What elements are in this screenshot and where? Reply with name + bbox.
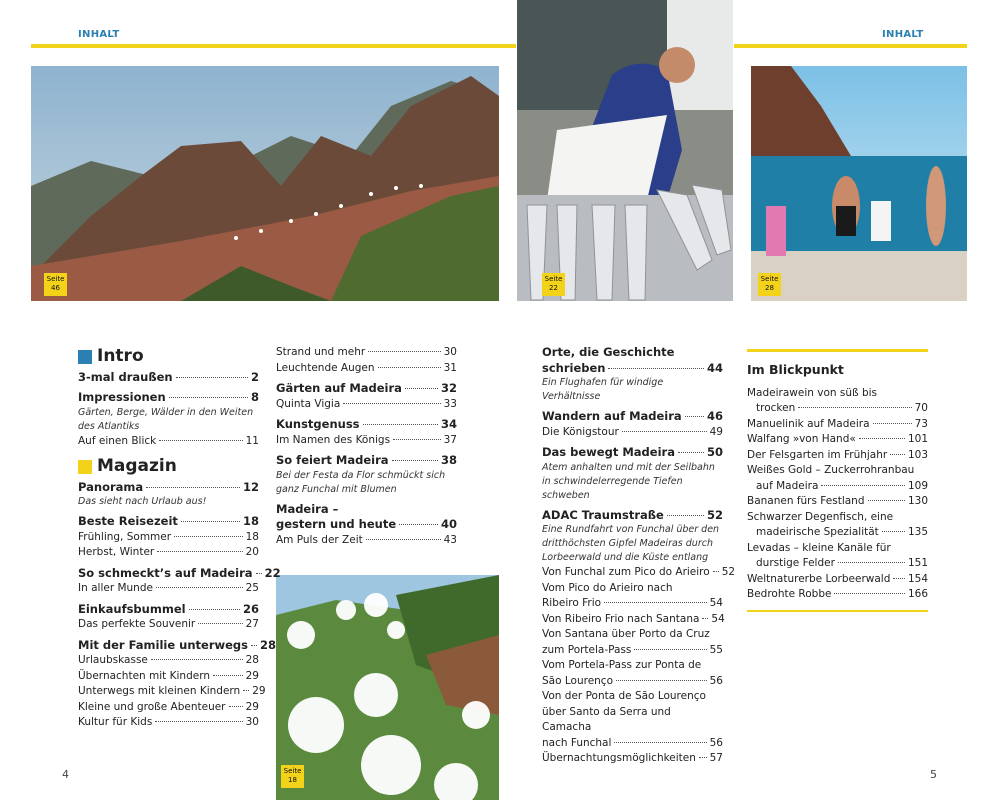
- toc-entry[interactable]: [747, 494, 928, 510]
- photo-page-badge: [44, 273, 67, 296]
- entry-page: 73: [914, 417, 928, 430]
- toc-entry[interactable]: [542, 751, 723, 767]
- entry-title-line: Madeira –: [276, 501, 339, 516]
- toc-entry[interactable]: [78, 565, 281, 582]
- entry-title: So feiert Madeira: [276, 453, 389, 467]
- toc-entry[interactable]: [276, 397, 457, 413]
- entry-page: 2: [250, 369, 259, 384]
- toc-entry[interactable]: [276, 417, 457, 433]
- entry-description: Das sieht nach Urlaub aus!: [78, 496, 207, 507]
- entry-title: Walfang »von Hand«: [747, 433, 856, 445]
- entry-page: 135: [907, 526, 928, 538]
- entry-page: 25: [245, 582, 259, 594]
- badge-label: Seite: [46, 275, 65, 283]
- toc-entry[interactable]: [78, 669, 259, 685]
- entry-page: 18: [242, 514, 259, 528]
- entry-page: 20: [245, 546, 259, 558]
- toc-entry[interactable]: [542, 643, 723, 659]
- entry-page: 29: [252, 685, 266, 697]
- entry-title-line: Vom Pico do Arieiro nach: [542, 581, 673, 594]
- entry-title: Manuelinik auf Madeira: [747, 417, 870, 430]
- header-left-label: INHALT: [78, 29, 120, 40]
- entry-title: Wandern auf Madeira: [542, 409, 682, 423]
- badge-page: 46: [51, 284, 60, 292]
- entry-description: Ein Flughafen für windige Verhältnisse: [542, 377, 664, 402]
- toc-entry[interactable]: [747, 432, 928, 448]
- entry-title: Bananen fürs Festland: [747, 495, 865, 507]
- entry-page: 49: [709, 425, 723, 438]
- entry-page: 101: [907, 433, 928, 445]
- entry-page: 32: [440, 381, 457, 395]
- entry-page: 12: [242, 479, 259, 494]
- entry-title-line: Orte, die Geschichte: [542, 345, 675, 359]
- entry-title-line: Von der Ponta de São Lourenço: [542, 690, 706, 702]
- entry-title: zum Portela-Pass: [542, 643, 632, 656]
- toc-entry[interactable]: [542, 361, 723, 377]
- entry-title: Übernachtungsmöglichkeiten: [542, 752, 696, 764]
- entry-page: 11: [245, 434, 259, 447]
- entry-page: 109: [907, 479, 928, 492]
- entry-title: ADAC Traumstraße: [542, 507, 664, 522]
- entry-title: Auf einen Blick: [78, 434, 157, 447]
- entry-title-line: über Santo da Serra und Camacha: [542, 705, 671, 733]
- entry-title: Herbst, Winter: [78, 546, 155, 558]
- magazin-square-icon: [78, 460, 92, 474]
- toc-entry[interactable]: [78, 514, 259, 530]
- entry-page: 154: [907, 572, 928, 585]
- entry-title: Urlaubskasse: [78, 654, 148, 666]
- toc-entry[interactable]: [78, 700, 259, 716]
- entry-page: 50: [706, 445, 723, 459]
- entry-title: Das perfekte Souvenir: [78, 618, 196, 630]
- toc-entry[interactable]: [542, 508, 723, 524]
- toc-entry[interactable]: [747, 448, 928, 464]
- toc-entry[interactable]: [747, 587, 928, 603]
- toc-entry[interactable]: [542, 612, 723, 628]
- entry-title: Kleine und große Abenteuer: [78, 700, 226, 713]
- entry-title: Die Königstour: [542, 425, 619, 438]
- entry-page: 31: [443, 361, 457, 374]
- entry-page: 30: [443, 346, 457, 358]
- badge-label: Seite: [760, 275, 779, 283]
- entry-description: Gärten, Berge, Wälder in den Weiten des Atlantiks: [78, 406, 254, 432]
- entry-title: Beste Reisezeit: [78, 514, 178, 528]
- toc-entry[interactable]: [78, 545, 259, 561]
- toc-entry[interactable]: [542, 674, 723, 690]
- entry-page: 54: [709, 597, 723, 609]
- entry-description: Bei der Festa da Flor schmückt sich ganz Funchal mit Blumen: [276, 469, 446, 495]
- page-number-left: 4: [62, 768, 69, 781]
- header-rule-right: [734, 44, 967, 48]
- entry-title: Quinta Vigia: [276, 397, 341, 410]
- entry-page: 22: [264, 565, 281, 580]
- entry-title-line: Madeirawein von süß bis: [747, 386, 878, 399]
- toc-entry[interactable]: [276, 345, 457, 361]
- entry-title: Der Felsgarten im Frühjahr: [747, 448, 888, 461]
- entry-title: Impressionen: [78, 390, 166, 404]
- entry-page: 151: [907, 557, 928, 569]
- entry-page: 33: [443, 397, 457, 410]
- toc-entry[interactable]: [78, 617, 259, 633]
- toc-entry[interactable]: [276, 453, 457, 469]
- toc-entry[interactable]: [542, 596, 723, 612]
- badge-page: 22: [549, 284, 558, 292]
- entry-page: 28: [245, 654, 259, 666]
- entry-title: nach Funchal: [542, 736, 612, 749]
- toc-entry[interactable]: [78, 602, 259, 618]
- entry-title: Unterwegs mit kleinen Kindern: [78, 685, 241, 697]
- entry-title: São Lourenço: [542, 674, 614, 687]
- toc-entry[interactable]: [78, 434, 259, 450]
- toc-entry[interactable]: [747, 525, 928, 541]
- entry-title-line: Schwarzer Degenfisch, eine: [747, 510, 894, 523]
- entry-title: In aller Munde: [78, 582, 153, 594]
- toc-entry[interactable]: [78, 581, 259, 597]
- toc-entry[interactable]: [542, 445, 723, 461]
- entry-page: 166: [907, 588, 928, 600]
- entry-title: trocken: [756, 402, 796, 414]
- entry-description: Atem anhalten und mit der Seilbahn in schwindelerregende Tiefen schweben: [542, 461, 715, 501]
- entry-page: 27: [245, 618, 259, 630]
- entry-page: 29: [245, 669, 259, 682]
- entry-title-line: Von Santana über Porto da Cruz: [542, 628, 710, 640]
- entry-page: 38: [440, 453, 457, 467]
- toc-entry[interactable]: [78, 370, 259, 386]
- entry-title: Am Puls der Zeit: [276, 533, 363, 546]
- photo-page-badge: [281, 765, 304, 788]
- entry-page: 37: [443, 433, 457, 446]
- entry-title: durstige Felder: [756, 557, 835, 569]
- entry-title: Kunstgenuss: [276, 417, 360, 431]
- entry-page: 8: [250, 390, 259, 404]
- entry-page: 52: [706, 507, 723, 522]
- entry-title: Leuchtende Augen: [276, 361, 375, 374]
- entry-page: 29: [245, 700, 259, 713]
- entry-title: madeirische Spezialität: [756, 526, 879, 538]
- toc-entry[interactable]: [747, 479, 928, 495]
- entry-title: Einkaufsbummel: [78, 601, 186, 616]
- toc-entry[interactable]: [78, 715, 259, 731]
- toc-column-1: [78, 345, 281, 731]
- entry-page: 18: [245, 530, 259, 543]
- entry-page: 28: [260, 637, 277, 652]
- badge-page: 18: [288, 776, 297, 784]
- header-rule-left: [31, 44, 516, 48]
- toc-entry[interactable]: [276, 517, 457, 533]
- photo-white-agapanthus: [276, 575, 499, 800]
- photo-page-badge: [542, 273, 565, 296]
- section-intro: [78, 346, 259, 366]
- entry-title-line: Levadas – kleine Kanäle für: [747, 541, 891, 554]
- entry-title: Kultur für Kids: [78, 716, 153, 728]
- entry-title: So schmeckt’s auf Madeira: [78, 565, 253, 580]
- page-number-right: 5: [930, 768, 937, 781]
- entry-page: 43: [443, 533, 457, 546]
- toc-entry[interactable]: [747, 417, 928, 433]
- entry-title: Bedrohte Robbe: [747, 588, 832, 600]
- toc-entry[interactable]: [78, 637, 277, 654]
- section-title: Magazin: [97, 456, 177, 476]
- entry-page: 54: [711, 612, 725, 625]
- toc-entry[interactable]: [747, 572, 928, 588]
- photo-harbour-family: [751, 66, 967, 301]
- entry-title: Übernachten mit Kindern: [78, 669, 210, 682]
- entry-title-line: Weißes Gold – Zuckerrohranbau: [747, 464, 915, 476]
- toc-entry[interactable]: [78, 684, 266, 700]
- toc-column-3: [542, 345, 736, 767]
- toc-entry[interactable]: [78, 530, 259, 546]
- toc-column-4-blickpunkt: [747, 356, 928, 612]
- entry-page: 130: [907, 495, 928, 507]
- toc-entry[interactable]: [747, 556, 928, 572]
- entry-page: 44: [706, 360, 723, 375]
- entry-page: 40: [440, 517, 457, 531]
- toc-entry[interactable]: [276, 361, 457, 377]
- section-magazin: [78, 456, 259, 476]
- entry-page: 56: [709, 736, 723, 749]
- entry-page: 46: [706, 409, 723, 423]
- entry-title: Mit der Familie unterwegs: [78, 637, 248, 652]
- toc-entry[interactable]: [78, 390, 259, 406]
- toc-entry[interactable]: [542, 425, 723, 441]
- entry-page: 34: [440, 417, 457, 431]
- entry-title: Gärten auf Madeira: [276, 381, 402, 395]
- entry-page: 103: [907, 448, 928, 461]
- entry-page: 55: [709, 643, 723, 656]
- entry-title: schrieben: [542, 360, 606, 375]
- toc-entry[interactable]: [276, 533, 457, 549]
- toc-entry[interactable]: [276, 433, 457, 449]
- entry-page: 70: [914, 402, 928, 414]
- toc-column-2: [276, 345, 457, 548]
- toc-entry[interactable]: [542, 409, 723, 425]
- entry-title: 3-mal draußen: [78, 369, 173, 384]
- entry-title: gestern und heute: [276, 517, 397, 531]
- toc-entry[interactable]: [78, 480, 259, 496]
- entry-title: Im Namen des Königs: [276, 433, 391, 446]
- photo-page-badge: [758, 273, 781, 296]
- badge-page: 28: [765, 284, 774, 292]
- entry-title: Weltnaturerbe Lorbeerwald: [747, 572, 891, 585]
- toc-entry[interactable]: [542, 565, 736, 581]
- photo-mountain-hikers: [31, 66, 499, 301]
- toc-entry[interactable]: [78, 653, 259, 669]
- blickpunkt-title: Im Blickpunkt: [747, 362, 844, 377]
- header-right-label: INHALT: [882, 29, 924, 40]
- entry-page: 52: [721, 566, 736, 578]
- badge-label: Seite: [544, 275, 563, 283]
- entry-page: 26: [242, 601, 259, 616]
- photo-fishmonger: [517, 0, 733, 301]
- entry-title: Frühling, Sommer: [78, 530, 172, 543]
- toc-entry[interactable]: [542, 736, 723, 752]
- badge-label: Seite: [283, 767, 302, 775]
- entry-description: Eine Rundfahrt von Funchal über den dritthöchsten Gipfel Madeiras durch Lorbeerwald und die Küste entlang: [542, 524, 720, 563]
- entry-title: Panorama: [78, 479, 144, 494]
- entry-title: Das bewegt Madeira: [542, 445, 675, 459]
- entry-page: 30: [245, 716, 259, 728]
- entry-title: auf Madeira: [756, 479, 819, 492]
- entry-page: 57: [709, 752, 723, 764]
- toc-entry[interactable]: [747, 401, 928, 417]
- entry-title-line: Vom Portela-Pass zur Ponta de: [542, 659, 702, 671]
- entry-title: Von Funchal zum Pico do Arieiro: [542, 566, 710, 578]
- blickpunkt-rule-bottom: [747, 610, 928, 612]
- entry-title: Ribeiro Frio: [542, 597, 602, 609]
- section-title: Intro: [97, 346, 144, 366]
- blickpunkt-rule-top: [747, 349, 928, 352]
- entry-page: 56: [709, 674, 723, 687]
- toc-entry[interactable]: [276, 381, 457, 397]
- entry-title: Von Ribeiro Frio nach Santana: [542, 612, 700, 625]
- entry-title: Strand und mehr: [276, 346, 366, 358]
- intro-square-icon: [78, 350, 92, 364]
